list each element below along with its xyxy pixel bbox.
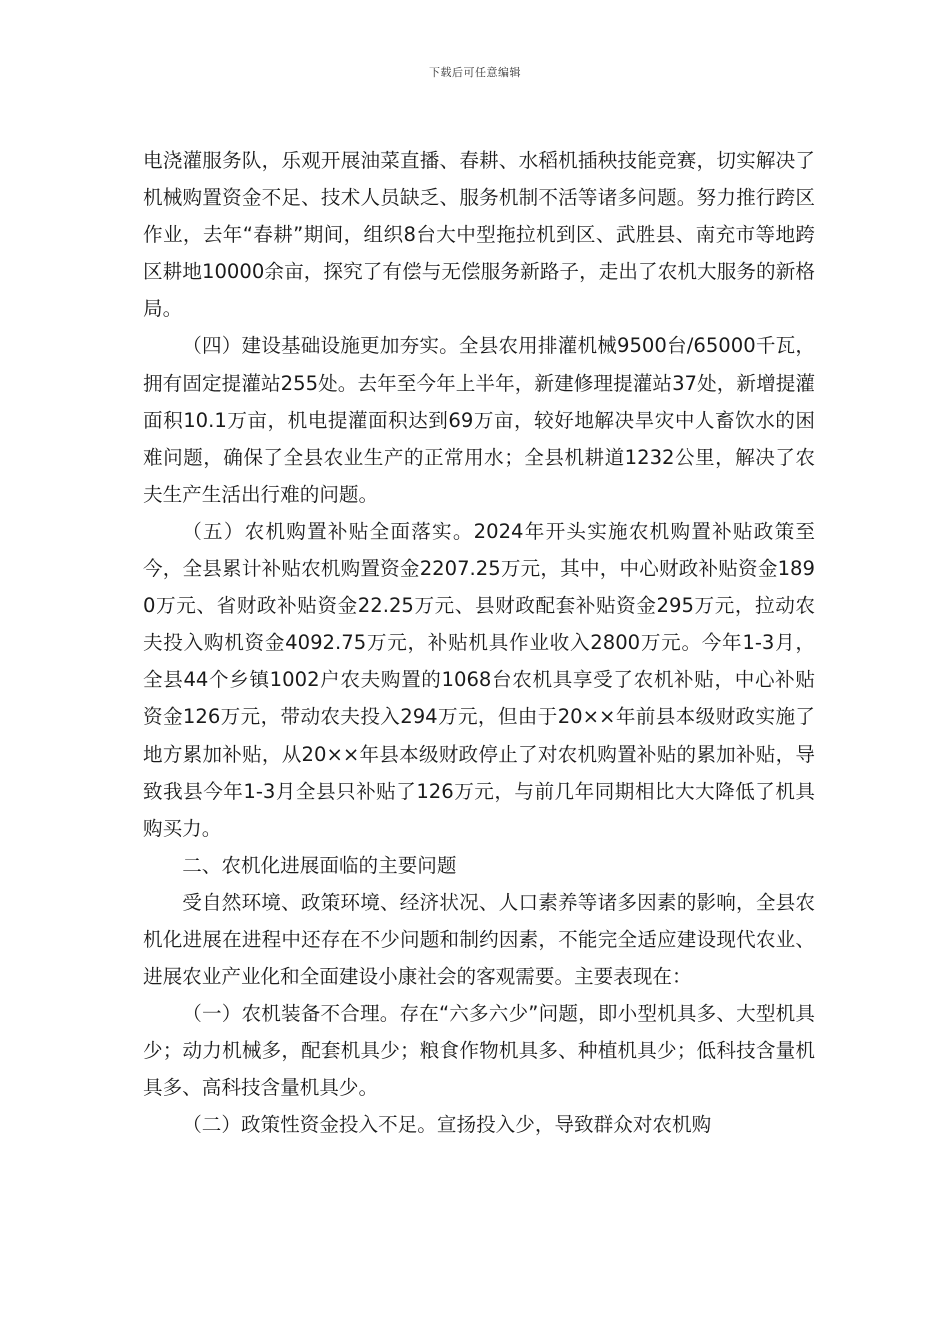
paragraph-funding: （二）政策性资金投入不足。宣扬投入少，导致群众对农机购 bbox=[182, 1113, 712, 1137]
paragraph-subsidy: （五）农机购置补贴全面落实。2024年开头实施农机购置补贴政策至今，全县累计补贴农机购置资金2207.25万元，其中，中心财政补贴资金1890万元、省财政补贴资金22.25万元、县财政配套补贴资金295万元，拉动农夫投入购机资金4092.75万元，补贴机具作业收入2800万元。今年1-3月，全县44个乡镇1002户农夫购置的1068台农机具享受了农机补贴，中心补贴资金126万元，带动农夫投入294万元，但由于20××年前县本级财政实施了地方累加补贴，从20××年县本级财政停止了对农机购置补贴的累加补贴，导致我县今年1-3月全县只补贴了126万元，与前几年同期相比大大降低了机具购买力。 bbox=[143, 519, 815, 840]
paragraph-problems-intro: 受自然环境、政策环境、经济状况、人口素养等诸多因素的影响，全县农机化进展在进程中还存在不少问题和制约因素，不能完全适应建设现代农业、进展农业产业化和全面建设小康社会的客观需要。主要表现在： bbox=[143, 890, 815, 989]
paragraph-equipment: （一）农机装备不合理。存在“六多六少”问题，即小型机具多、大型机具少；动力机械多，配套机具少；粮食作物机具多、种植机具少；低科技含量机具多、高科技含量机具少。 bbox=[143, 1002, 815, 1100]
paragraph-continuation: 电浇灌服务队，乐观开展油菜直播、春耕、水稻机插秧技能竞赛，切实解决了机械购置资金不足、技术人员缺乏、服务机制不活等诸多问题。努力推行跨区作业，去年“春耕”期间，组织8台大中型拖拉机到区、武胜县、南充市等地跨区耕地10000余亩，探究了有偿与无偿服务新路子，走出了农机大服务的新格局。 bbox=[143, 149, 815, 321]
section-heading: 二、农机化进展面临的主要问题 bbox=[182, 853, 457, 877]
paragraph-infrastructure: （四）建设基础设施更加夯实。全县农用排灌机械9500台/65000千瓦，拥有固定提灌站255处。去年至今年上半年，新建修理提灌站37处，新增提灌面积10.1万亩，机电提灌面积达到69万亩，较好地解决旱灾中人畜饮水的困难问题，确保了全县农业生产的正常用水；全县机耕道1232公里，解决了农夫生产生活出行难的问题。 bbox=[143, 334, 815, 506]
document-body bbox=[143, 142, 815, 1144]
page-header: 下载后可任意编辑 bbox=[429, 66, 521, 79]
